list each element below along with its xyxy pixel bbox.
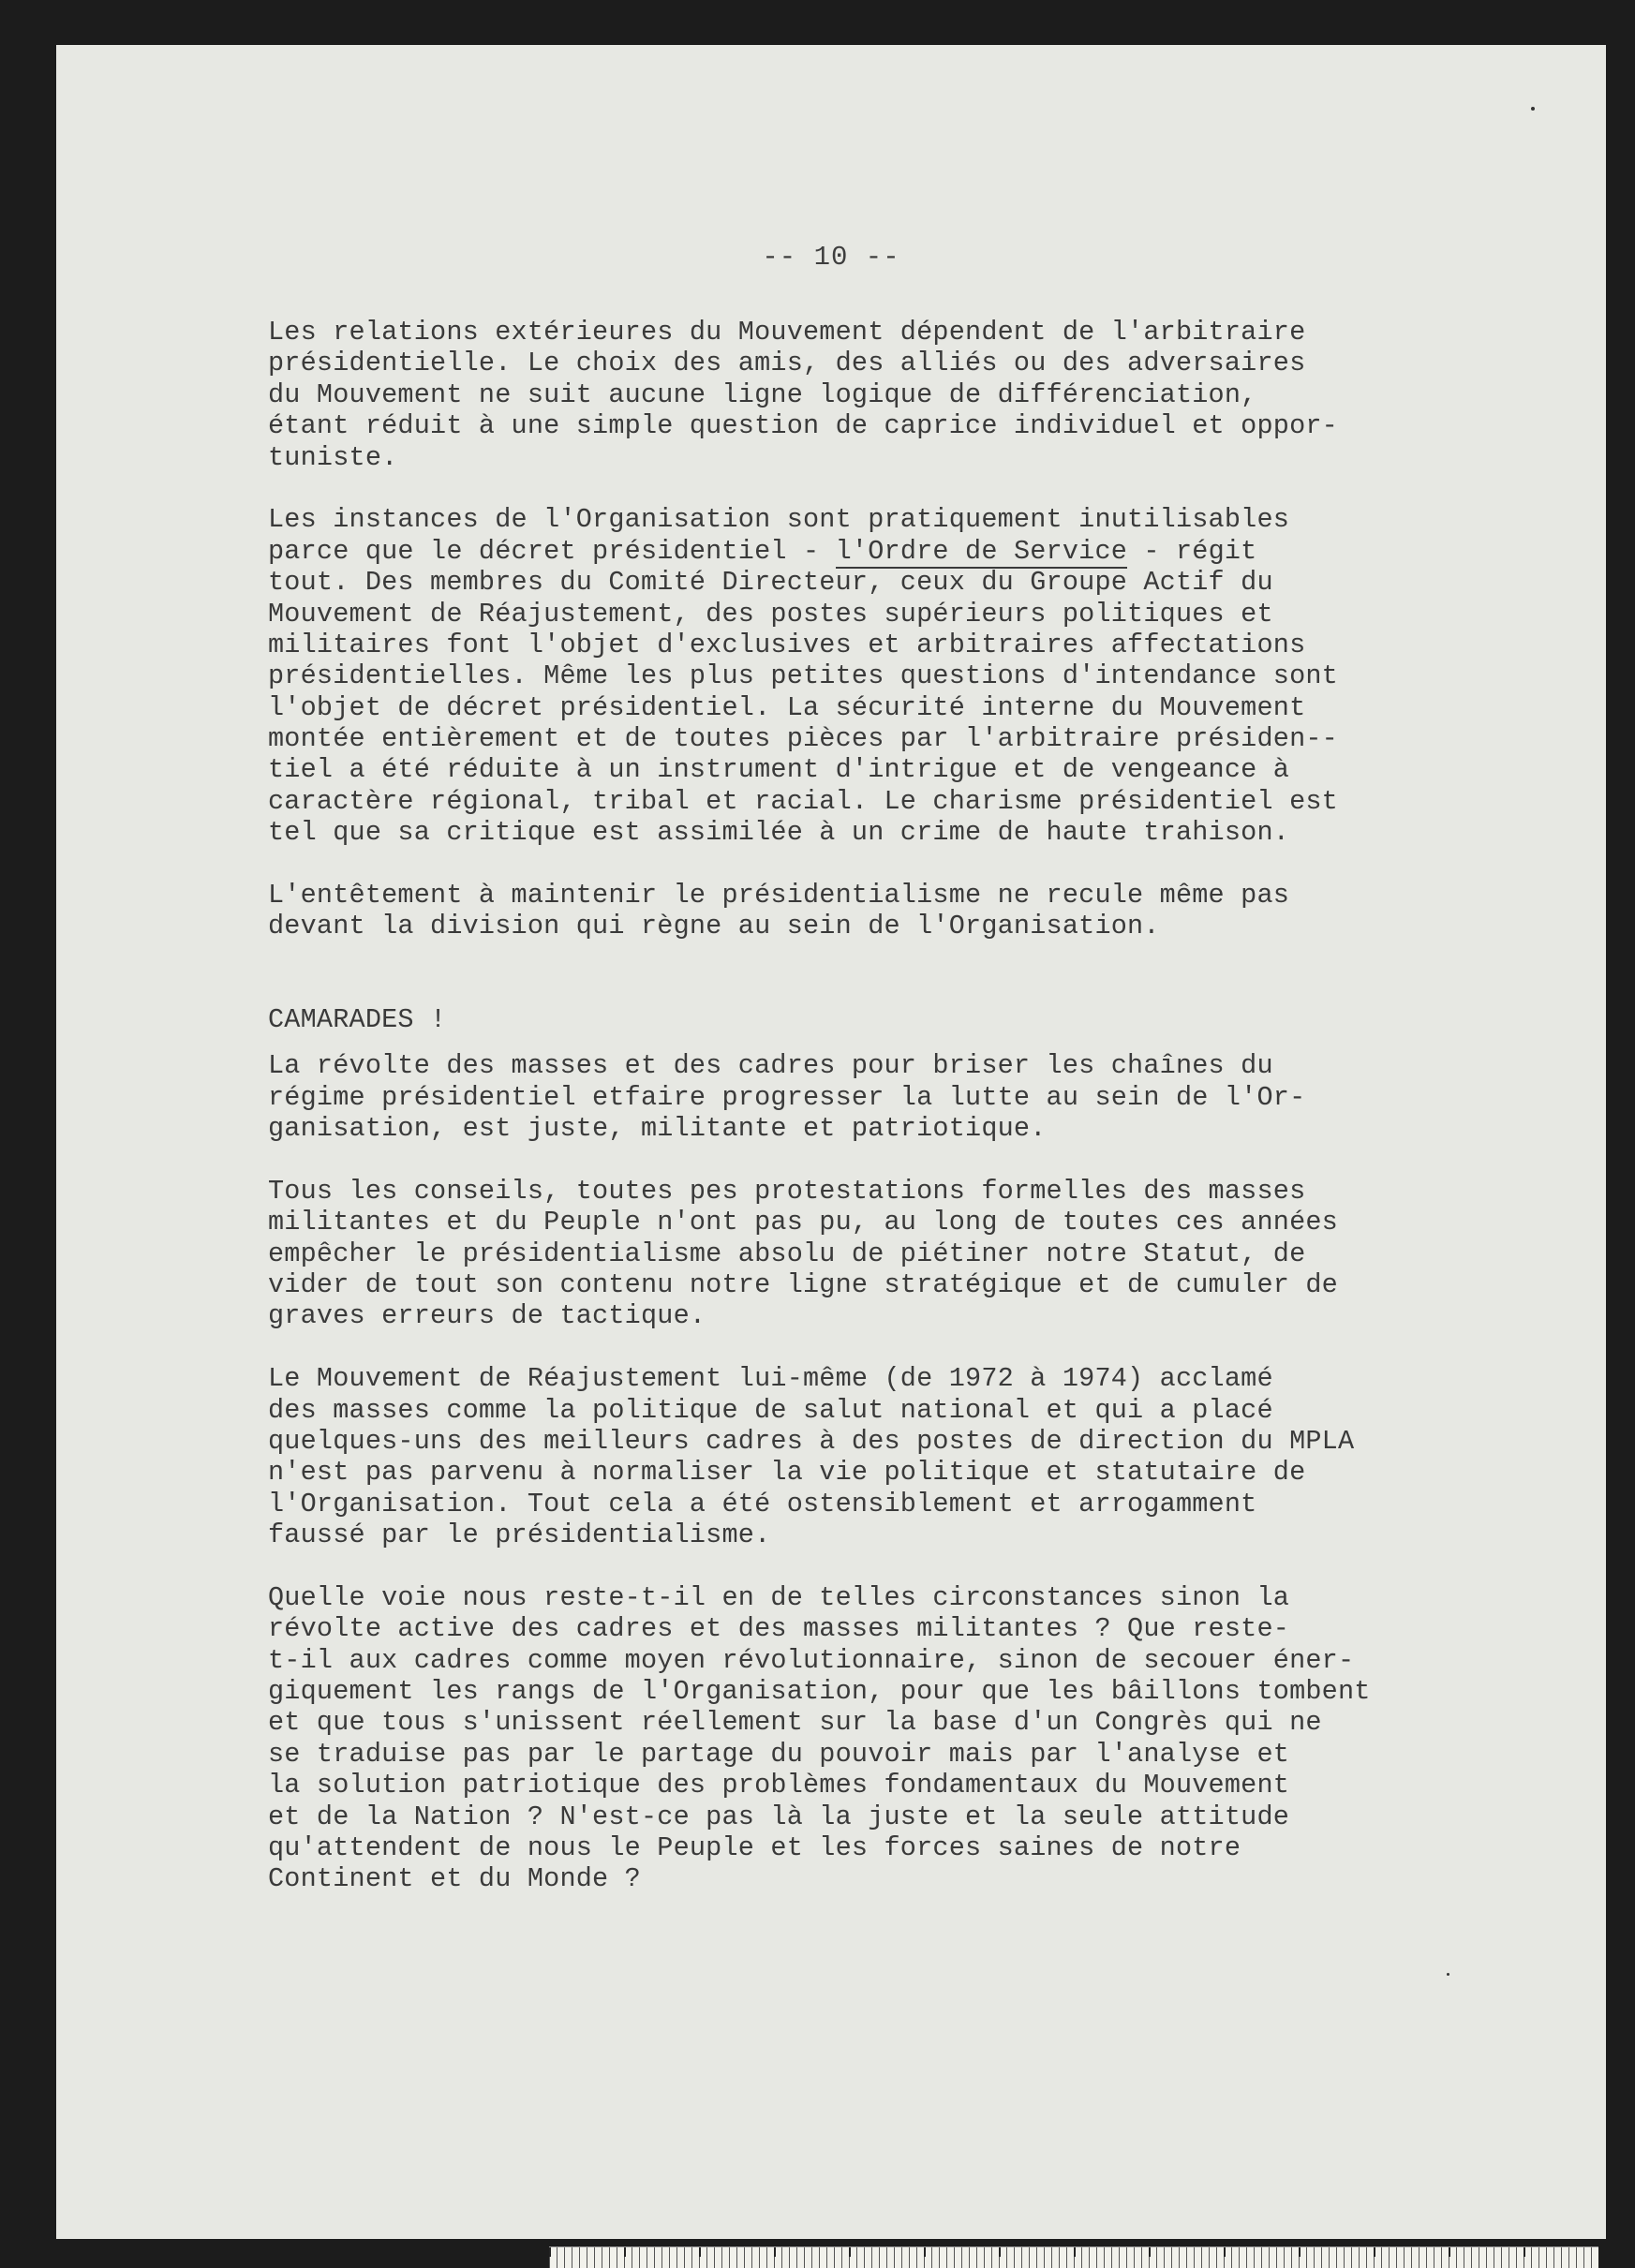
text-line: présidentielles. Même les plus petites questions d'intendance sont — [268, 660, 1338, 692]
paper-speck — [1531, 107, 1535, 111]
paragraph-revolte — [268, 1050, 1514, 1144]
text-line: Tous les conseils, toutes pes protestations formelles des masses — [268, 1175, 1306, 1207]
paragraph-relations — [268, 317, 1514, 473]
paragraph-instances — [268, 504, 1514, 848]
text-line: graves erreurs de tactique. — [268, 1300, 706, 1332]
text-line: et que tous s'unissent réellement sur la base d'un Congrès qui ne — [268, 1707, 1322, 1739]
text-line: militaires font l'objet d'exclusives et arbitraires affectations — [268, 629, 1306, 660]
text-line: t-il aux cadres comme moyen révolutionnaire, sinon de secouer éner- — [268, 1644, 1355, 1676]
text-line: Quelle voie nous reste-t-il en de telles circonstances sinon la — [268, 1581, 1290, 1613]
text-line: devant la division qui règne au sein de l'Organisation. — [268, 911, 1160, 942]
text-line: La révolte des masses et des cadres pour briser les chaînes du — [268, 1050, 1273, 1082]
paragraph-entetement — [268, 880, 1514, 942]
text-line: L'entêtement à maintenir le présidentialisme ne recule même pas — [268, 880, 1290, 912]
text-line: ganisation, est juste, militante et patriotique. — [268, 1113, 1047, 1144]
text-line: caractère régional, tribal et racial. Le charisme présidentiel est — [268, 785, 1338, 817]
paragraph-quelle-voie — [268, 1582, 1514, 1895]
page-number: -- 10 -- — [762, 242, 900, 273]
text-line: se traduise pas par le partage du pouvoir mais par l'analyse et — [268, 1738, 1290, 1770]
text-line: Le Mouvement de Réajustement lui-même (de 1972 à 1974) acclamé — [268, 1363, 1273, 1395]
text-line: révolte active des cadres et des masses militantes ? Que reste- — [268, 1613, 1290, 1645]
text-line: montée entièrement et de toutes pièces par l'arbitraire présiden-- — [268, 723, 1338, 755]
text-line: étant réduit à une simple question de caprice individuel et oppor- — [268, 410, 1338, 442]
ruler-major-ticks — [549, 2247, 1598, 2257]
text-line: tel que sa critique est assimilée à un crime de haute trahison. — [268, 817, 1290, 849]
paragraph-conseils — [268, 1176, 1514, 1332]
text-line: tiel a été réduite à un instrument d'intrigue et de vengeance à — [268, 754, 1290, 786]
text-line: militantes et du Peuple n'ont pas pu, au long de toutes ces années — [268, 1207, 1338, 1238]
text-line: Les instances de l'Organisation sont pratiquement inutilisables — [268, 504, 1290, 536]
text-line: l'Organisation. Tout cela a été ostensiblement et arrogamment — [268, 1488, 1257, 1519]
text-line: giquement les rangs de l'Organisation, pour que les bâillons tombent — [268, 1676, 1371, 1708]
text-fragment: parce que le décret présidentiel - — [268, 535, 836, 567]
text-line: tout. Des membres du Comité Directeur, ceux du Groupe Actif du — [268, 567, 1273, 599]
text-line: quelques-uns des meilleurs cadres à des postes de direction du MPLA — [268, 1425, 1355, 1457]
text-line: présidentielle. Le choix des amis, des alliés ou des adversaires — [268, 348, 1306, 379]
text-line: et de la Nation ? N'est-ce pas là la juste et la seule attitude — [268, 1801, 1290, 1832]
paragraph-reajustement — [268, 1363, 1514, 1550]
text-line: vider de tout son contenu notre ligne stratégique et de cumuler de — [268, 1268, 1338, 1300]
section-heading: CAMARADES ! — [268, 1003, 447, 1035]
text-line: faussé par le présidentialisme. — [268, 1519, 771, 1551]
text-line: du Mouvement ne suit aucune ligne logique de différenciation, — [268, 378, 1257, 410]
text-line: tuniste. — [268, 441, 398, 473]
text-fragment: - régit — [1127, 535, 1257, 567]
underlined-text: l'Ordre de Service — [835, 535, 1128, 567]
text-line: n'est pas parvenu à normaliser la vie politique et statutaire de — [268, 1457, 1306, 1489]
text-line: Mouvement de Réajustement, des postes supérieurs politiques et — [268, 598, 1273, 630]
text-line: Continent et du Monde ? — [268, 1863, 641, 1895]
text-line: Les relations extérieures du Mouvement dépendent de l'arbitraire — [268, 317, 1306, 348]
text-line: qu'attendent de nous le Peuple et les forces saines de notre — [268, 1831, 1241, 1863]
text-line-with-underline — [268, 536, 1514, 567]
document-page — [56, 45, 1606, 2239]
text-line: des masses comme la politique de salut national et qui a placé — [268, 1394, 1273, 1426]
text-line: l'objet de décret présidentiel. La sécurité interne du Mouvement — [268, 691, 1306, 723]
document-body — [268, 317, 1514, 1926]
paper-speck — [1447, 1973, 1449, 1976]
text-line: la solution patriotique des problèmes fondamentaux du Mouvement — [268, 1770, 1290, 1801]
scan-ruler — [549, 2246, 1598, 2268]
text-line: empêcher le présidentialisme absolu de piétiner notre Statut, de — [268, 1238, 1306, 1269]
text-line: régime présidentiel etfaire progresser la lutte au sein de l'Or- — [268, 1081, 1306, 1113]
